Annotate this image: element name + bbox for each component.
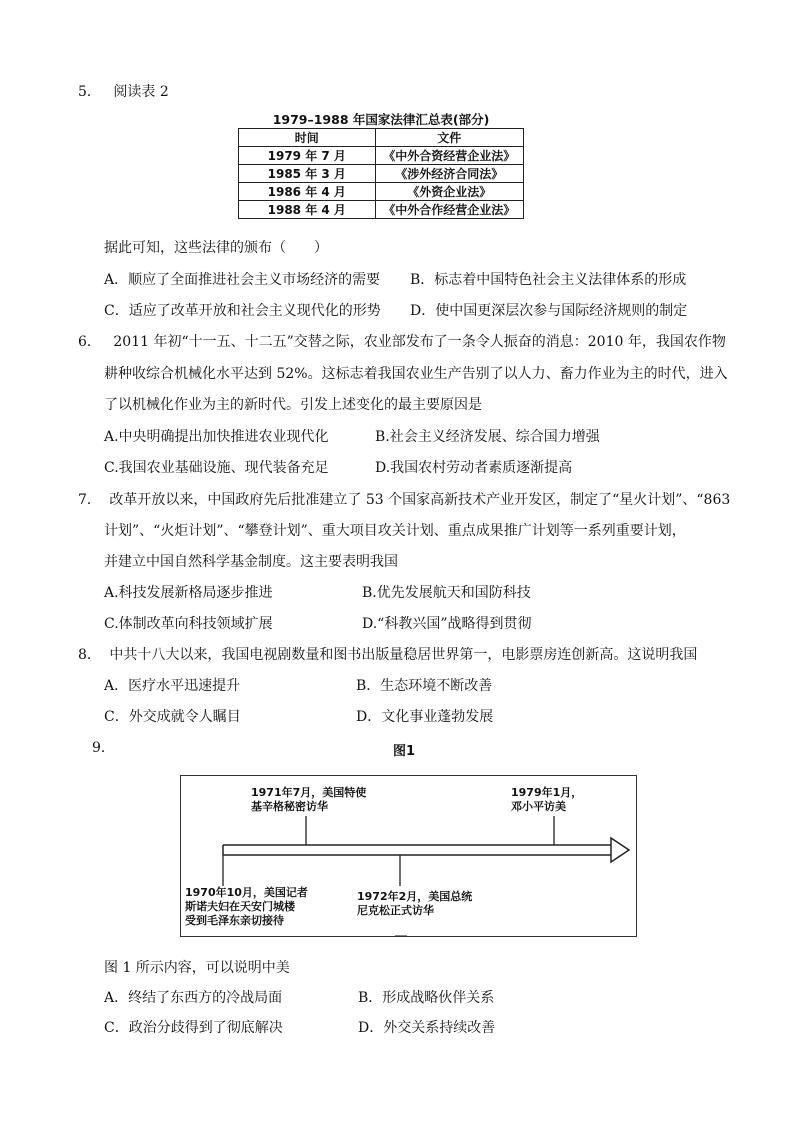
event-1979-line: 1979年1月， (511, 786, 583, 799)
event-1972-line: 1972年2月，美国总统 (357, 890, 473, 903)
figure-1-title: 图1 (393, 744, 416, 759)
q7-line-1 (78, 490, 730, 510)
q9-question: 图 1 所示内容，可以说明中美 (104, 960, 290, 976)
q7-option-a[interactable]: A.科技发展新格局逐步推进 (104, 585, 273, 601)
q8-option-a[interactable]: A．医疗水平迅速提升 (104, 678, 241, 694)
q8-number: 8． (78, 647, 101, 663)
q6-option-c[interactable]: C.我国农业基础设施、现代装备充足 (104, 460, 329, 476)
q5-option-c[interactable]: C．适应了改革开放和社会主义现代化的形势 (104, 303, 381, 319)
q7-number: 7． (78, 492, 101, 508)
q6-stem-line: 2011 年初“十一五、十二五”交替之际，农业部发布了一条令人振奋的消息：2010 年，我国农作物 (113, 334, 726, 350)
q6-line-1 (78, 332, 726, 352)
timeline-event-1979 (511, 786, 582, 814)
table-row (239, 165, 524, 183)
q5-stem: 阅读表 2 (113, 84, 169, 100)
table-cell-document: 《中外合作经营企业法》 (375, 201, 523, 219)
q7-stem-line: 并建立中国自然科学基金制度。这主要表明我国 (104, 554, 398, 570)
event-1979-line: 邓小平访美 (511, 800, 566, 813)
law-table-title: 1979–1988 年国家法律汇总表(部分) (272, 112, 490, 127)
table-row (239, 183, 524, 201)
q5-number: 5． (78, 84, 101, 100)
q6-option-d[interactable]: D.我国农村劳动者素质逐渐提高 (375, 460, 573, 476)
q9-option-c[interactable]: C．政治分歧得到了彻底解决 (104, 1020, 283, 1036)
table-cell-time: 1979 年 7 月 (239, 147, 376, 165)
q5-option-d[interactable]: D．使中国更深层次参与国际经济规则的制定 (410, 303, 688, 319)
table-header-row (239, 129, 524, 147)
q9-option-b[interactable]: B．形成战略伙伴关系 (358, 990, 495, 1006)
q6-option-a[interactable]: A.中央明确提出加快推进农业现代化 (104, 429, 329, 445)
q8-option-c[interactable]: C．外交成就令人瞩目 (104, 709, 241, 725)
q8-option-d[interactable]: D．文化事业蓬勃发展 (356, 709, 494, 725)
event-1970-line: 斯诺夫妇在天安门城楼 (185, 900, 295, 913)
event-1970-line: 1970年10月，美国记者 (185, 886, 308, 899)
q6-stem-line: 耕种收综合机械化水平达到 52%。这标志着我国农业生产告别了以人力、畜力作业为主的时代，进入 (104, 366, 728, 382)
q8-line-1 (78, 645, 697, 665)
table-cell-time: 1986 年 4 月 (239, 183, 376, 201)
event-1971-line: 基辛格秘密访华 (251, 800, 328, 813)
event-1970-line: 受到毛泽东亲切接待 (185, 914, 284, 927)
q8-stem: 中共十八大以来，我国电视剧数量和图书出版量稳居世界第一，电影票房连创新高。这说明我国 (109, 647, 698, 663)
law-table-container (238, 112, 524, 219)
q8-option-b[interactable]: B．生态环境不断改善 (356, 678, 493, 694)
q6-stem-line: 了以机械化作业为主的新时代。引发上述变化的最主要原因是 (104, 397, 482, 413)
q7-option-d[interactable]: D.“科教兴国”战略得到贯彻 (362, 616, 532, 632)
event-1972-line: 尼克松正式访华 (357, 904, 434, 917)
table-row (239, 201, 524, 219)
q9-option-d[interactable]: D．外交关系持续改善 (358, 1020, 496, 1036)
timeline-event-1970 (185, 886, 308, 928)
q5-header (78, 82, 169, 102)
q6-number: 6． (78, 334, 101, 350)
timeline-event-1971 (251, 786, 366, 814)
table-cell-time: 1988 年 4 月 (239, 201, 376, 219)
q7-stem-line: 计划”、“火炬计划”、“攀登计划”、重大项目攻关计划、重点成果推广计划等一系列重要计划， (104, 523, 686, 539)
q5-question: 据此可知，这些法律的颁布（ ） (104, 240, 328, 256)
table-header-time: 时间 (239, 129, 376, 147)
table-header-document: 文件 (375, 129, 523, 147)
q9-number: 9． (92, 740, 115, 756)
table-cell-document: 《涉外经济合同法》 (375, 165, 523, 183)
table-cell-document: 《中外合资经营企业法》 (375, 147, 523, 165)
q5-option-a[interactable]: A．顺应了全面推进社会主义市场经济的需要 (104, 272, 381, 288)
law-table (238, 128, 524, 219)
figure-divider (395, 935, 407, 936)
table-cell-document: 《外资企业法》 (375, 183, 523, 201)
table-cell-time: 1985 年 3 月 (239, 165, 376, 183)
timeline-figure (180, 775, 637, 937)
q7-stem-line: 改革开放以来，中国政府先后批准建立了 53 个国家高新技术产业开发区，制定了“星火计划”、“863 (109, 492, 731, 508)
timeline-arrowhead (611, 838, 629, 862)
q7-option-b[interactable]: B.优先发展航天和国防科技 (362, 585, 531, 601)
table-row (239, 147, 524, 165)
event-1971-line: 1971年7月，美国特使 (251, 786, 367, 799)
q5-option-b[interactable]: B．标志着中国特色社会主义法律体系的形成 (410, 272, 687, 288)
q7-option-c[interactable]: C.体制改革向科技领域扩展 (104, 616, 273, 632)
timeline-event-1972 (357, 890, 472, 918)
q9-option-a[interactable]: A．终结了东西方的冷战局面 (104, 990, 283, 1006)
q6-option-b[interactable]: B.社会主义经济发展、综合国力增强 (375, 429, 600, 445)
